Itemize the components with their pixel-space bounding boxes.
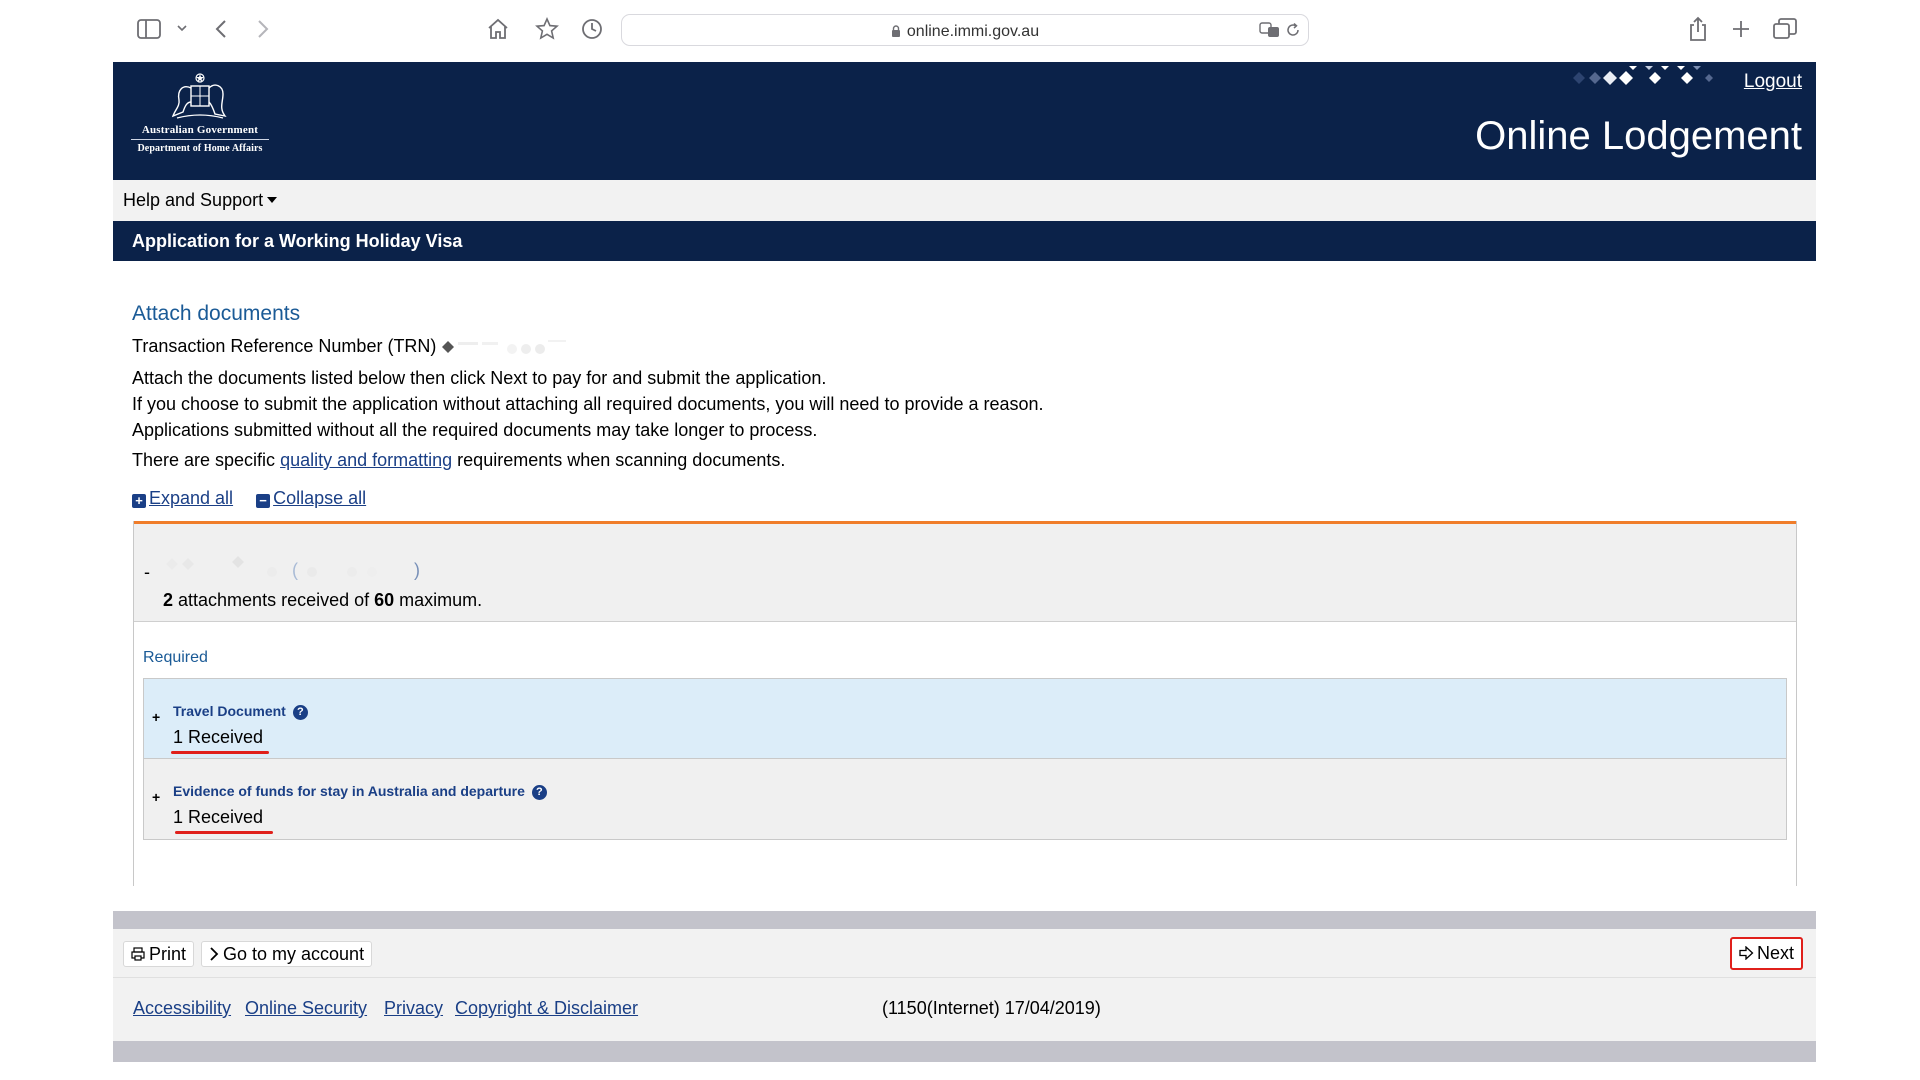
footer-link-privacy[interactable]: Privacy: [384, 998, 444, 1018]
applicant-panel-header: [134, 521, 1796, 622]
help-and-support-menu[interactable]: [123, 190, 277, 211]
new-tab-plus-icon[interactable]: [1731, 19, 1751, 39]
quality-prefix: There are specific: [132, 450, 281, 470]
collapse-all-link[interactable]: [256, 488, 366, 508]
document-row-funds[interactable]: [143, 759, 1787, 840]
history-clock-icon[interactable]: [581, 18, 603, 40]
document-title-text: Evidence of funds for stay in Australia and departure: [173, 783, 525, 799]
coat-of-arms-icon: [163, 72, 237, 122]
attachments-count: [163, 590, 482, 611]
plus-square-icon: +: [132, 494, 146, 508]
government-logo: [125, 72, 275, 172]
help-menu-label: Help and Support: [123, 190, 264, 210]
decorative-diamonds-icon: [1559, 66, 1759, 96]
caret-down-icon: [267, 197, 277, 203]
expand-all-link[interactable]: [132, 488, 233, 508]
chevron-down-icon[interactable]: [176, 22, 188, 34]
site-footer: [113, 978, 1816, 1041]
bookmark-star-icon[interactable]: [535, 17, 559, 41]
translate-icon[interactable]: [1259, 22, 1281, 38]
annotation-underline: [175, 831, 273, 834]
build-info: (1150(Internet) 17/04/2019): [882, 998, 1101, 1018]
collapse-all-label: Collapse all: [273, 488, 367, 508]
next-label: Next: [1757, 943, 1795, 963]
back-arrow-icon[interactable]: [214, 19, 228, 39]
footer-link-accessibility[interactable]: Accessibility: [133, 998, 232, 1018]
travel-document-title[interactable]: [173, 703, 308, 720]
expand-toggle[interactable]: +: [152, 709, 161, 725]
lock-icon: [891, 25, 901, 43]
applicant-collapse-toggle[interactable]: -: [144, 562, 150, 582]
svg-text:): ): [414, 560, 420, 580]
document-row-travel[interactable]: [143, 678, 1787, 759]
expand-collapse-controls: [132, 488, 384, 509]
application-title: Application for a Working Holiday Visa: [132, 231, 463, 251]
received-text: attachments received of: [173, 590, 375, 610]
max-text: maximum.: [394, 590, 483, 610]
trn-line: [132, 336, 570, 357]
chevron-right-icon: [209, 947, 219, 961]
sidebar-toggle-icon[interactable]: [137, 18, 161, 40]
address-bar[interactable]: [621, 14, 1309, 46]
action-bar: [113, 929, 1816, 978]
print-label: Print: [149, 944, 187, 964]
account-label: Go to my account: [223, 944, 365, 964]
home-icon[interactable]: [486, 17, 510, 41]
trn-label: Transaction Reference Number (TRN): [132, 336, 437, 356]
quality-line: [132, 450, 785, 471]
expand-toggle[interactable]: +: [152, 789, 161, 805]
tab-overview-icon[interactable]: [1773, 18, 1797, 40]
instruction-line-3: Applications submitted without all the required documents may take longer to process.: [132, 420, 818, 440]
url-text: online.immi.gov.au: [906, 23, 1040, 40]
svg-text:(: (: [292, 560, 298, 580]
redacted-applicant-name-icon: [162, 552, 462, 582]
arrow-right-icon: [1739, 946, 1754, 960]
section-title: Attach documents: [132, 302, 301, 325]
footer-link-online-security[interactable]: Online Security: [245, 998, 368, 1018]
required-label: Required: [143, 649, 208, 666]
logout-link[interactable]: Logout: [1743, 71, 1802, 92]
document-status: 1 Received: [173, 727, 264, 747]
logo-text-government: Australian Government: [141, 124, 259, 136]
footer-divider-band: [113, 911, 1816, 929]
reload-icon[interactable]: [1285, 22, 1301, 38]
help-bar: [113, 180, 1816, 221]
minus-square-icon: −: [256, 494, 270, 508]
help-icon[interactable]: ?: [293, 705, 308, 720]
document-title-text: Travel Document: [173, 703, 286, 719]
evidence-of-funds-title[interactable]: [173, 783, 547, 800]
received-count: 2: [163, 590, 174, 610]
share-icon[interactable]: [1688, 16, 1708, 42]
printer-icon: [131, 947, 145, 961]
attachments-panel: [133, 521, 1797, 886]
print-button[interactable]: [123, 941, 194, 967]
application-title-bar: [113, 221, 1816, 261]
bottom-band: [113, 1041, 1816, 1062]
browser-toolbar: [0, 0, 1920, 62]
go-to-my-account-button[interactable]: [201, 941, 372, 967]
document-status: 1 Received: [173, 807, 264, 827]
expand-all-label: Expand all: [149, 488, 234, 508]
quality-suffix: requirements when scanning documents.: [452, 450, 786, 470]
site-header: [113, 62, 1816, 180]
instruction-line-2: If you choose to submit the application without attaching all required documents, you will need to provide a reason.: [132, 394, 1044, 414]
next-button[interactable]: [1730, 937, 1803, 970]
redacted-trn-icon: [440, 339, 570, 355]
forward-arrow-icon[interactable]: [256, 19, 270, 39]
annotation-underline: [171, 751, 269, 754]
max-count: 60: [374, 590, 395, 610]
logo-text-department: Department of Home Affairs: [137, 143, 263, 154]
quality-and-formatting-link[interactable]: quality and formatting: [280, 450, 453, 470]
help-icon[interactable]: ?: [532, 785, 547, 800]
app-title: Online Lodgement: [1475, 114, 1802, 158]
instruction-line-1: Attach the documents listed below then click Next to pay for and submit the application.: [132, 368, 827, 388]
footer-link-copyright[interactable]: Copyright & Disclaimer: [455, 998, 639, 1018]
